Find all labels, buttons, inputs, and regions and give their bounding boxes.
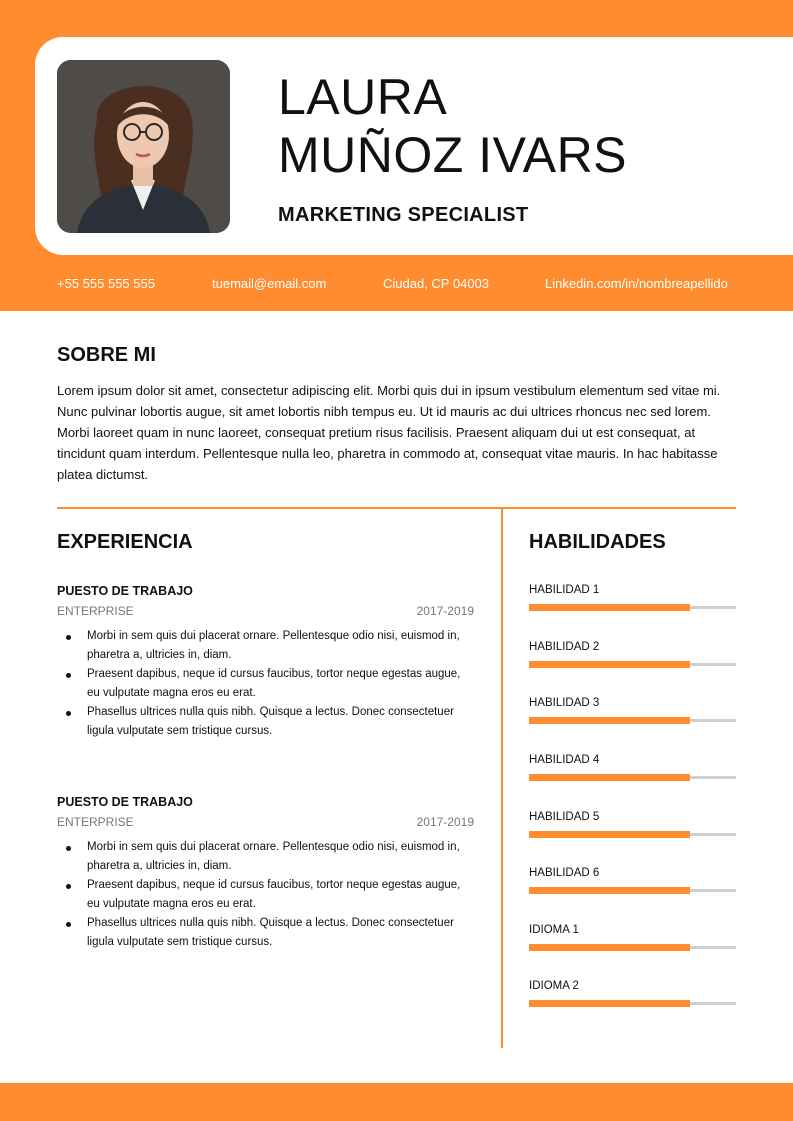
contact-phone: +55 555 555 555	[57, 276, 155, 291]
skill-fill	[529, 717, 690, 724]
job-company: ENTERPRISE	[57, 604, 134, 618]
skill-fill	[529, 944, 690, 951]
candidate-name	[278, 68, 627, 184]
job-bullet-text: Morbi in sem quis dui placerat ornare. Pellentesque odio nisi, euismod in, pharetra a, ultricies in, diam.	[87, 841, 460, 872]
job-bullet-text: Morbi in sem quis dui placerat ornare. Pellentesque odio nisi, euismod in, pharetra a, ultricies in, diam.	[87, 630, 460, 661]
job-bullet	[57, 914, 474, 952]
bullet-dot-icon	[66, 673, 71, 678]
skills-title: HABILIDADES	[529, 531, 666, 553]
skill-label: HABILIDAD 3	[529, 697, 600, 709]
skill-item	[529, 867, 736, 879]
job-bullet	[57, 627, 474, 665]
job-bullet	[57, 703, 474, 741]
job-entry	[57, 795, 474, 952]
bullet-dot-icon	[66, 635, 71, 640]
bullet-dot-icon	[66, 846, 71, 851]
job-dates: 2017-2019	[416, 604, 474, 618]
skill-fill	[529, 661, 690, 668]
job-bullets	[57, 838, 474, 952]
skill-fill	[529, 604, 690, 611]
skill-item	[529, 811, 736, 823]
about-text: Lorem ipsum dolor sit amet, consectetur adipiscing elit. Morbi quis dui in ipsum vestibulum elementum sed vitae mi. Nunc pulvinar lobortis augue, sit amet lobortis nibh tempus eu. Ut id mauris ac dui ultrices rhoncus nec sed lorem. Morbi laoreet quam in nunc laoreet, consequat pretium risus facilisis. Praesent aliquam dui ut est consequat, at tincidunt quam interdum. Pellentesque nulla leo, pharetra in commodo at, consequat vitae mauris. In hac habitasse platea dictumst.	[57, 383, 721, 482]
job-bullets	[57, 627, 474, 741]
footer-band	[0, 1083, 793, 1121]
job-bullet	[57, 665, 474, 703]
skill-label: HABILIDAD 5	[529, 811, 600, 823]
job-bullet-text: Praesent dapibus, neque id cursus faucibus, tortor neque egestas augue, eu vulputate magna eros eu erat.	[87, 668, 461, 699]
name-line-2: MUÑOZ IVARS	[278, 127, 628, 183]
skill-item	[529, 584, 736, 596]
section-divider	[57, 507, 736, 509]
skill-label: HABILIDAD 1	[529, 584, 600, 596]
profile-photo-illustration	[57, 60, 230, 233]
job-company: ENTERPRISE	[57, 815, 134, 829]
bullet-dot-icon	[66, 711, 71, 716]
skill-label: IDIOMA 2	[529, 980, 579, 992]
skill-item	[529, 641, 736, 653]
job-bullet	[57, 838, 474, 876]
skill-label: HABILIDAD 2	[529, 641, 600, 653]
job-bullet	[57, 876, 474, 914]
skill-label: IDIOMA 1	[529, 924, 579, 936]
job-bullet-text: Phasellus ultrices nulla quis nibh. Quisque a lectus. Donec consectetuer ligula vulputate sem tristique cursus.	[87, 706, 454, 737]
skill-fill	[529, 831, 690, 838]
column-divider	[501, 508, 503, 1048]
skill-label: HABILIDAD 6	[529, 867, 600, 879]
skill-label: HABILIDAD 4	[529, 754, 600, 766]
contact-linkedin[interactable]: Linkedin.com/in/nombreapellido	[545, 276, 728, 291]
experience-title: EXPERIENCIA	[57, 531, 193, 553]
about-title: SOBRE MI	[57, 344, 156, 366]
contact-email[interactable]: tuemail@email.com	[212, 276, 327, 291]
skill-fill	[529, 1000, 690, 1007]
job-dates: 2017-2019	[416, 815, 474, 829]
skill-fill	[529, 887, 690, 894]
job-title: MARKETING SPECIALIST	[278, 204, 529, 226]
contact-city: Ciudad, CP 04003	[383, 276, 490, 291]
job-bullet-text: Praesent dapibus, neque id cursus faucibus, tortor neque egestas augue, eu vulputate magna eros eu erat.	[87, 879, 461, 910]
skill-item	[529, 980, 736, 992]
bullet-dot-icon	[66, 922, 71, 927]
job-position: PUESTO DE TRABAJO	[57, 584, 193, 598]
profile-photo	[57, 60, 230, 233]
name-line-1: LAURA	[278, 69, 448, 125]
skill-item	[529, 924, 736, 936]
job-bullet-text: Phasellus ultrices nulla quis nibh. Quisque a lectus. Donec consectetuer ligula vulputate sem tristique cursus.	[87, 917, 454, 948]
job-meta	[57, 604, 474, 620]
job-position: PUESTO DE TRABAJO	[57, 795, 193, 809]
skill-item	[529, 697, 736, 709]
bullet-dot-icon	[66, 884, 71, 889]
job-meta	[57, 815, 474, 831]
job-entry	[57, 584, 474, 741]
skill-item	[529, 754, 736, 766]
skill-fill	[529, 774, 690, 781]
